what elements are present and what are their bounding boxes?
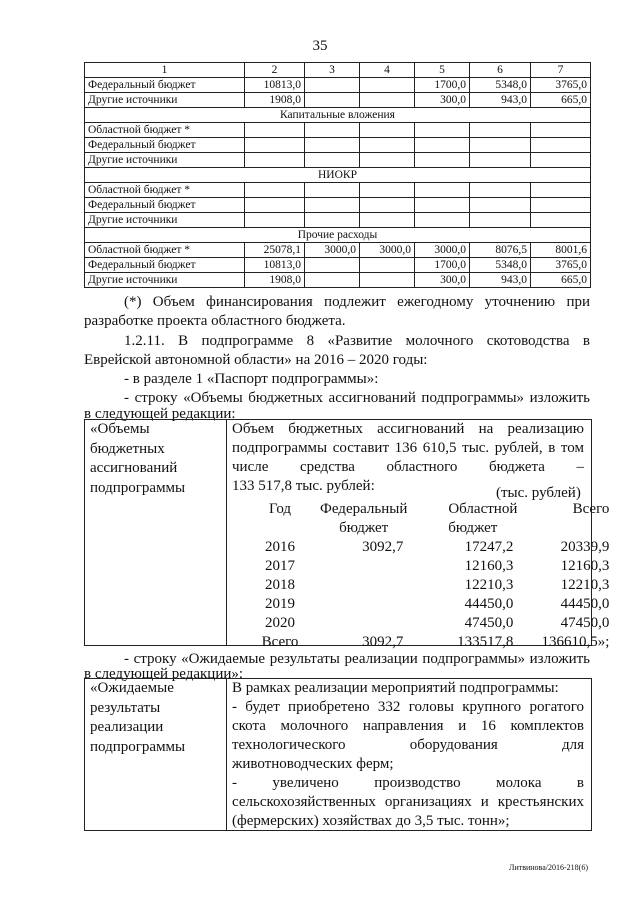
table-cell [305, 153, 360, 168]
table-section-row [85, 108, 591, 123]
year-cell: 47450,0 [464, 615, 514, 631]
footer-signature: Литвинова/2016-218(6) [509, 863, 588, 872]
table-cell [415, 213, 470, 228]
table-cell [415, 153, 470, 168]
table-cell [305, 273, 360, 288]
table-cell: 665,0 [531, 273, 591, 288]
year-cell: 20339,9 [560, 539, 610, 555]
table-cell: Федеральный бюджет [85, 78, 245, 93]
table-cell [360, 138, 415, 153]
table-cell: Федеральный бюджет [85, 138, 245, 153]
table-cell [360, 123, 415, 138]
table-section-row [85, 168, 591, 183]
table-row [85, 153, 591, 168]
table-cell [360, 198, 415, 213]
table-cell: 1700,0 [415, 78, 470, 93]
volume-box-divider [226, 419, 227, 645]
year-cell: 2020 [265, 615, 295, 631]
table-row [85, 123, 591, 138]
table-cell: 6 [470, 63, 531, 78]
table-cell [470, 183, 531, 198]
year-cell: 2017 [265, 558, 295, 574]
year-cell [320, 576, 407, 595]
year-cell: 12210,3 [560, 577, 610, 593]
table-cell: 2 [245, 63, 305, 78]
table-cell [415, 138, 470, 153]
table-cell: 3000,0 [305, 243, 360, 258]
table-cell: 5348,0 [470, 258, 531, 273]
section-title: Прочие расходы [85, 228, 591, 243]
bullet-volume-line-1: - строку «Объемы бюджетных ассигнований подпрограммы» изложить [124, 390, 590, 406]
table-row [85, 78, 591, 93]
year-cell: 17247,2 [464, 539, 514, 555]
table-cell: Областной бюджет * [85, 123, 245, 138]
table-cell: 10813,0 [245, 258, 305, 273]
year-cell: Всего [261, 634, 299, 650]
year-cell [320, 614, 407, 633]
table-row [85, 198, 591, 213]
table-cell [305, 198, 360, 213]
year-cell: 2016 [265, 539, 295, 555]
table-cell: 300,0 [415, 273, 470, 288]
year-cell: 12160,3 [560, 558, 610, 574]
table-cell [531, 198, 591, 213]
bullet-volume-line-2: в следующей редакции: [84, 406, 236, 422]
table-cell [245, 183, 305, 198]
table-cell [360, 273, 415, 288]
table-cell: 1 [85, 63, 245, 78]
table-cell [245, 213, 305, 228]
col-total: Всего [572, 501, 610, 517]
table-cell: 8001,6 [531, 243, 591, 258]
table-cell [305, 93, 360, 108]
item-line-1: 1.2.11. В подпрограмме 8 «Развитие молочного скотоводства в [124, 333, 590, 349]
year-row [240, 557, 609, 576]
page-number: 35 [312, 38, 328, 54]
year-cell: 12160,3 [464, 558, 514, 574]
year-cell: 136610,5»; [541, 634, 610, 650]
table-cell: 665,0 [531, 93, 591, 108]
note-line-2: разработке проекта областного бюджета. [84, 313, 346, 329]
volume-box-label: «Объемы бюджетных ассигнований подпрограммы [90, 421, 186, 496]
year-cell: 47450,0 [560, 615, 610, 631]
results-box-label: «Ожидаемые результаты реализации подпрограммы [90, 680, 186, 755]
table-cell: 3000,0 [360, 243, 415, 258]
table-cell [531, 213, 591, 228]
table-cell [305, 78, 360, 93]
table-cell [360, 258, 415, 273]
table-row [85, 93, 591, 108]
table-cell [415, 123, 470, 138]
table-cell [305, 138, 360, 153]
results-box-divider [226, 678, 227, 830]
table-row [85, 138, 591, 153]
table-cell [245, 153, 305, 168]
table-cell: Другие источники [85, 93, 245, 108]
col-year: Год [268, 501, 292, 517]
volume-years-table: Год Федеральный Областной Всего бюджет бюджет 2016 3092,7 17247,2 20339,9 2017 12160,3 12160,3 2018 12210,3 12210,3 2019 44450,0 44450,0 2020 47450,0 47450,0 Всего 3092,7 133517,8 136610,5»; [240, 500, 609, 652]
year-cell: 12210,3 [464, 577, 514, 593]
table-cell: 7 [531, 63, 591, 78]
section-title: НИОКР [85, 168, 591, 183]
table-cell: 25078,1 [245, 243, 305, 258]
table-cell [415, 183, 470, 198]
table-cell: 8076,5 [470, 243, 531, 258]
financing-table [84, 62, 591, 288]
table-cell: 1908,0 [245, 273, 305, 288]
item-line-2: Еврейской автономной области» на 2016 – 2020 годы: [84, 352, 428, 368]
col-regional: Областной [448, 501, 518, 517]
bullet-results-line-2: в следующей редакции»: [84, 666, 244, 682]
table-cell [305, 213, 360, 228]
year-row [240, 614, 609, 633]
year-cell [320, 557, 407, 576]
table-cell: Областной бюджет * [85, 243, 245, 258]
table-row [85, 258, 591, 273]
table-cell: 3765,0 [531, 78, 591, 93]
table-cell: 943,0 [470, 273, 531, 288]
year-row [240, 576, 609, 595]
table-header-row [85, 63, 591, 78]
table-cell: 943,0 [470, 93, 531, 108]
table-cell: Другие источники [85, 153, 245, 168]
table-cell [360, 93, 415, 108]
table-cell [531, 153, 591, 168]
table-cell: 300,0 [415, 93, 470, 108]
results-box-text: В рамках реализации мероприятий подпрограммы: - будет приобретено 332 головы крупного рогатого скота молочного направления и 16 комплектов технологического оборудования для животноводческих ферм; - увеличено производство молока в сельскохозяйственных организациях и крестьянских (фермерских) хозяйствах до 3,5 тыс. тонн»; [232, 680, 584, 829]
table-cell [305, 183, 360, 198]
col-federal: Федеральный [320, 501, 408, 517]
table-cell [245, 138, 305, 153]
year-cell: 2018 [265, 577, 295, 593]
bullet-section: - в разделе 1 «Паспорт подпрограммы»: [124, 371, 379, 387]
table-cell [245, 123, 305, 138]
table-cell [245, 198, 305, 213]
bullet-results-line-1: - строку «Ожидаемые результаты реализации подпрограммы» изложить [124, 651, 590, 667]
table-cell [470, 198, 531, 213]
table-row [85, 243, 591, 258]
table-cell [360, 213, 415, 228]
table-cell [470, 153, 531, 168]
table-cell [360, 153, 415, 168]
table-cell [470, 123, 531, 138]
year-cell: 3092,7 [362, 539, 404, 555]
table-cell: 3 [305, 63, 360, 78]
note-line-1: (*) Объем финансирования подлежит ежегодному уточнению при [124, 294, 590, 310]
table-cell: Федеральный бюджет [85, 258, 245, 273]
units-label: (тыс. рублей) [496, 485, 581, 501]
table-cell [305, 123, 360, 138]
table-cell: 3765,0 [531, 258, 591, 273]
table-cell: 1700,0 [415, 258, 470, 273]
year-cell: 44450,0 [464, 596, 514, 612]
table-cell [470, 213, 531, 228]
table-cell: Другие источники [85, 213, 245, 228]
year-cell [320, 595, 407, 614]
section-title: Капитальные вложения [85, 108, 591, 123]
volume-box-text: Объем бюджетных ассигнований на реализацию подпрограммы составит 136 610,5 тыс. рублей, в том числе средства областного бюджета – 133 517,8 тыс. рублей: [232, 421, 584, 494]
table-cell [531, 138, 591, 153]
table-cell: 5348,0 [470, 78, 531, 93]
table-cell: 10813,0 [245, 78, 305, 93]
year-cell: 44450,0 [560, 596, 610, 612]
table-cell [470, 138, 531, 153]
table-row [85, 213, 591, 228]
table-row [85, 273, 591, 288]
table-cell [305, 258, 360, 273]
table-cell [415, 198, 470, 213]
year-cell: 3092,7 [362, 634, 404, 650]
table-cell: 3000,0 [415, 243, 470, 258]
table-cell: Федеральный бюджет [85, 198, 245, 213]
table-row [85, 183, 591, 198]
table-cell: Областной бюджет * [85, 183, 245, 198]
year-cell: 133517,8 [457, 634, 514, 650]
table-cell [360, 183, 415, 198]
table-cell: 1908,0 [245, 93, 305, 108]
table-cell [360, 78, 415, 93]
table-cell: 4 [360, 63, 415, 78]
table-cell [531, 183, 591, 198]
table-cell: 5 [415, 63, 470, 78]
table-cell [531, 123, 591, 138]
table-cell: Другие источники [85, 273, 245, 288]
year-row [240, 538, 609, 557]
table-section-row [85, 228, 591, 243]
year-cell: 2019 [265, 596, 295, 612]
year-row [240, 595, 609, 614]
